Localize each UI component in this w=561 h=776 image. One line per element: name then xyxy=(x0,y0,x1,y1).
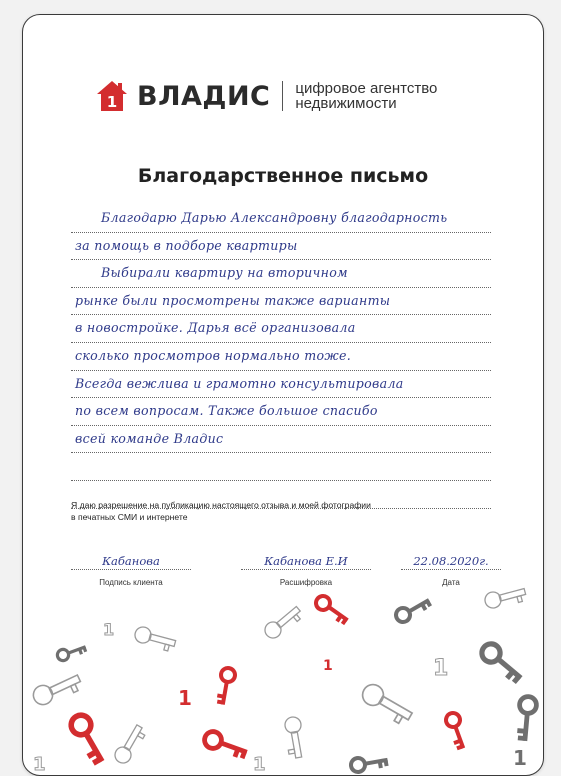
key-outline-icon xyxy=(483,584,527,611)
letter-line: всей команде Владис xyxy=(71,426,491,454)
letter-line: за помощь в подборе квартиры xyxy=(71,233,491,261)
brand-name: ВЛАДИС xyxy=(137,80,271,112)
key-icon xyxy=(478,640,527,685)
svg-text:1: 1 xyxy=(433,656,449,681)
decorative-keys-pattern xyxy=(23,575,543,775)
client-signature-label: Подпись клиента xyxy=(99,578,163,587)
key-icon xyxy=(350,753,389,773)
letter-line: Благодарю Дарью Александровну благодарность xyxy=(71,205,491,233)
key-outline-icon xyxy=(262,603,304,642)
key-outline-icon xyxy=(133,625,177,652)
letter-line xyxy=(71,453,491,481)
numeral-decor xyxy=(33,620,527,775)
key-icon xyxy=(202,729,249,760)
logo-divider xyxy=(282,81,283,111)
house-logo-icon xyxy=(95,79,129,113)
client-signature: Кабанова xyxy=(71,553,191,570)
key-outline-icon xyxy=(112,722,147,766)
key-outline-icon xyxy=(358,681,415,727)
logo-number: 1 xyxy=(106,93,118,111)
letter-line: Выбирали квартиру на вторичном xyxy=(71,260,491,288)
letter-line: сколько просмотров нормально тоже. xyxy=(71,343,491,371)
publication-consent xyxy=(71,499,511,523)
svg-text:1: 1 xyxy=(323,658,333,674)
svg-text:1: 1 xyxy=(178,686,192,710)
key-icon xyxy=(216,667,236,706)
key-outline-icon xyxy=(283,716,307,759)
handwritten-letter-body xyxy=(71,205,491,509)
tagline-line-2: недвижимости xyxy=(295,95,397,112)
key-icon xyxy=(393,594,432,625)
key-icon xyxy=(516,696,537,742)
letter-line: в новостройке. Дарья всё организовала xyxy=(71,315,491,343)
key-icon xyxy=(444,711,470,751)
key-icon xyxy=(68,712,111,767)
letter-line: рынке были просмотрены также варианты xyxy=(71,288,491,316)
letter-line: по всем вопросам. Также большое спасибо xyxy=(71,398,491,426)
date-value: 22.08.2020г. xyxy=(401,553,501,570)
key-outline-icon xyxy=(30,670,83,709)
letter-line: Всегда вежлива и грамотно консультировала xyxy=(71,371,491,399)
brand-tagline xyxy=(295,81,437,111)
decoding-value: Кабанова Е.И xyxy=(241,553,371,570)
brand-logo xyxy=(95,73,437,119)
key-icon xyxy=(56,642,88,663)
letter-sheet xyxy=(22,14,544,776)
svg-text:1: 1 xyxy=(33,754,46,775)
date-label: Дата xyxy=(442,578,460,587)
svg-text:1: 1 xyxy=(103,620,115,639)
consent-line-1: Я даю разрешение на публикацию настоящего отзыва и моей фотографии xyxy=(71,500,371,510)
svg-text:1: 1 xyxy=(513,746,527,770)
document-title: Благодарственное письмо xyxy=(137,165,429,187)
consent-line-2: в печатных СМИ и интернете xyxy=(71,512,188,522)
decoding-label: Расшифровка xyxy=(279,578,333,587)
key-icon xyxy=(313,593,351,626)
tagline-line-1: цифровое агентство xyxy=(295,80,438,97)
svg-text:1: 1 xyxy=(253,754,266,775)
